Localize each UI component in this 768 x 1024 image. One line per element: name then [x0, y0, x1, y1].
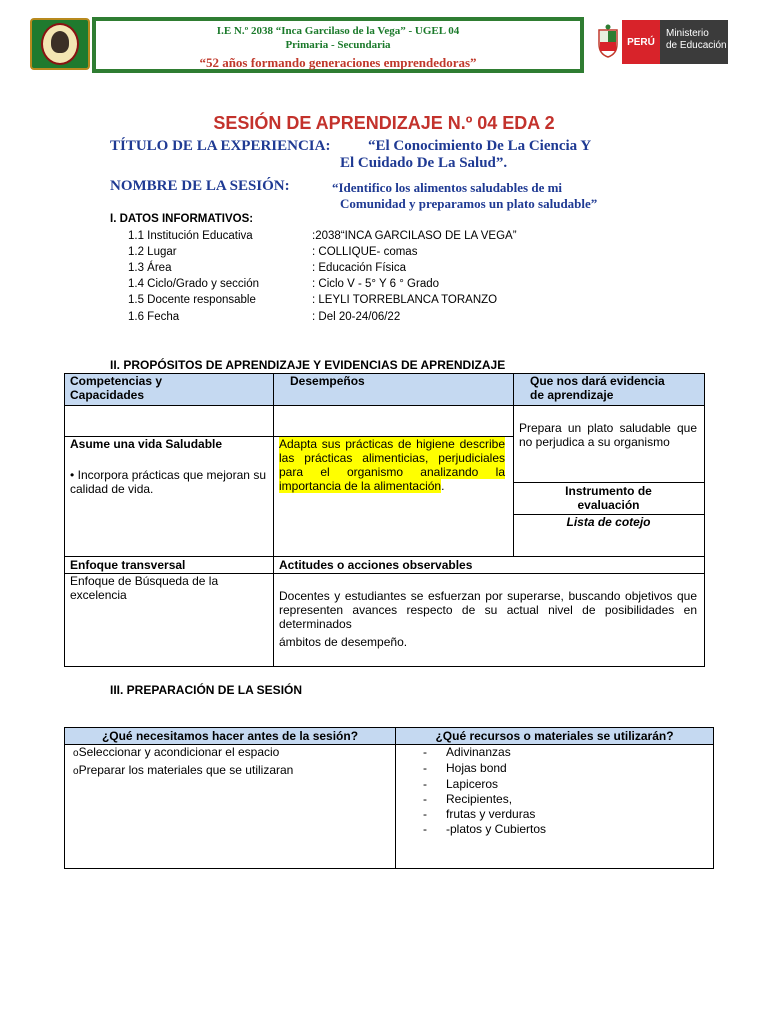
- material-dash: -: [423, 807, 427, 821]
- datos-label-ciclo: 1.4 Ciclo/Grado y sección: [128, 278, 260, 290]
- school-levels: Primaria - Secundaria: [285, 39, 391, 51]
- col-competencias-header-line2: Capacidades: [70, 388, 145, 402]
- datos-value-fecha: : Del 20-24/06/22: [312, 311, 401, 323]
- ministry-label-line2: de Educación: [666, 40, 727, 51]
- material-item: Lapiceros: [446, 777, 499, 791]
- material-dash: -: [423, 822, 427, 836]
- actitudes-text-2: ámbitos de desempeño.: [279, 635, 408, 649]
- actitudes-text: Docentes y estudiantes se esfuerzan por superarse, buscando objetivos que representen avances respecto de su actual nivel de posibilidades en determinados: [279, 589, 697, 631]
- crest-portrait: [51, 31, 69, 53]
- desempeno-cell: [279, 437, 505, 493]
- bullet-icon: o: [73, 766, 79, 777]
- datos-value-area: : Educación Física: [312, 262, 406, 274]
- experience-label: TÍTULO DE LA EXPERIENCIA:: [110, 138, 331, 154]
- datos-value-docente: : LEYLI TORREBLANCA TORANZO: [312, 294, 498, 306]
- material-item: Adivinanzas: [446, 745, 511, 759]
- material-item: Hojas bond: [446, 761, 507, 775]
- material-dash: -: [423, 792, 427, 806]
- instrumento-label-line2: evaluación: [577, 498, 640, 512]
- datos-label-lugar: 1.2 Lugar: [128, 246, 177, 258]
- preparacion-section-title: III. PREPARACIÓN DE LA SESIÓN: [110, 683, 303, 697]
- materiales-header: ¿Qué recursos o materiales se utilizarán?: [435, 729, 674, 743]
- enfoque-header: Enfoque transversal: [70, 558, 186, 572]
- school-motto: “52 años formando generaciones emprendedoras”: [199, 55, 477, 70]
- datos-value-lugar: : COLLIQUE- comas: [312, 246, 418, 258]
- session-name-line2: Comunidad y preparamos un plato saludable”: [340, 196, 598, 211]
- datos-label-area: 1.3 Área: [128, 262, 172, 274]
- experience-title-line1: “El Conocimiento De La Ciencia Y: [368, 138, 592, 154]
- ministry-label: [660, 20, 728, 64]
- datos-value-ciclo: : Ciclo V - 5° Y 6 ° Grado: [312, 278, 440, 290]
- instrumento-value: Lista de cotejo: [566, 515, 651, 529]
- ministry-logo: [622, 20, 728, 64]
- bullet-icon: o: [73, 748, 79, 759]
- material-item: Recipientes,: [446, 792, 513, 806]
- col-evidencia-header-line1: Que nos dará evidencia: [530, 374, 665, 388]
- experience-title-line2: El Cuidado De La Salud”.: [340, 155, 508, 171]
- desempeno-text: Adapta sus prácticas de higiene describe las prácticas alimenticias, perjudiciales para el organismo analizando la importancia de la alimentación: [279, 437, 505, 493]
- school-header-banner: [92, 17, 584, 73]
- col-evidencia-header-line2: de aprendizaje: [530, 388, 614, 402]
- instrumento-label: [513, 484, 704, 512]
- capacidad-text: • Incorpora prácticas que mejoran su calidad de vida.: [70, 468, 266, 496]
- enfoque-text: Enfoque de Búsqueda de la excelencia: [70, 574, 219, 602]
- session-name-label: NOMBRE DE LA SESIÓN:: [110, 178, 290, 194]
- col-evidencia-header: [530, 374, 665, 402]
- material-dash: -: [423, 745, 427, 759]
- datos-label-institucion: 1.1 Institución Educativa: [128, 230, 253, 242]
- instrumento-label-line1: Instrumento de: [565, 484, 652, 498]
- col-competencias-header: [70, 374, 162, 402]
- actitudes-header: Actitudes o acciones observables: [279, 558, 473, 572]
- antes-item: oSeleccionar y acondicionar el espacio: [73, 745, 280, 759]
- school-name: I.E N.º 2038 “Inca Garcilaso de la Vega” - UGEL 04: [216, 25, 460, 37]
- propositos-section-title: II. PROPÓSITOS DE APRENDIZAJE Y EVIDENCIAS DE APRENDIZAJE: [110, 358, 506, 372]
- col-competencias-header-line1: Competencias y: [70, 374, 163, 388]
- datos-section-title: I. DATOS INFORMATIVOS:: [110, 213, 254, 225]
- evidencia-text: Prepara un plato saludable que no perjudica a su organismo: [519, 421, 697, 449]
- col-desempenos-header: Desempeños: [290, 374, 365, 388]
- datos-label-fecha: 1.6 Fecha: [128, 311, 180, 323]
- datos-label-docente: 1.5 Docente responsable: [128, 294, 256, 306]
- competencia-text: Asume una vida Saludable: [70, 437, 223, 451]
- material-dash: -: [423, 761, 427, 775]
- desempeno-end: .: [441, 479, 445, 493]
- session-title: SESIÓN DE APRENDIZAJE N.º 04 EDA 2: [213, 113, 555, 133]
- antes-item: oPreparar los materiales que se utilizaran: [73, 763, 294, 777]
- material-item: -platos y Cubiertos: [446, 822, 547, 836]
- datos-value-institucion: :2038“INCA GARCILASO DE LA VEGA”: [312, 230, 517, 242]
- peru-shield-icon: [596, 24, 620, 58]
- peru-label: PERÚ: [622, 20, 660, 64]
- session-name-line1: “Identifico los alimentos saludables de mi: [332, 180, 563, 195]
- material-item: frutas y verduras: [446, 807, 536, 821]
- ministry-label-line1: Ministerio: [666, 28, 709, 39]
- antes-header: ¿Qué necesitamos hacer antes de la sesión?: [101, 729, 359, 743]
- school-crest-logo: [30, 18, 90, 70]
- material-dash: -: [423, 777, 427, 791]
